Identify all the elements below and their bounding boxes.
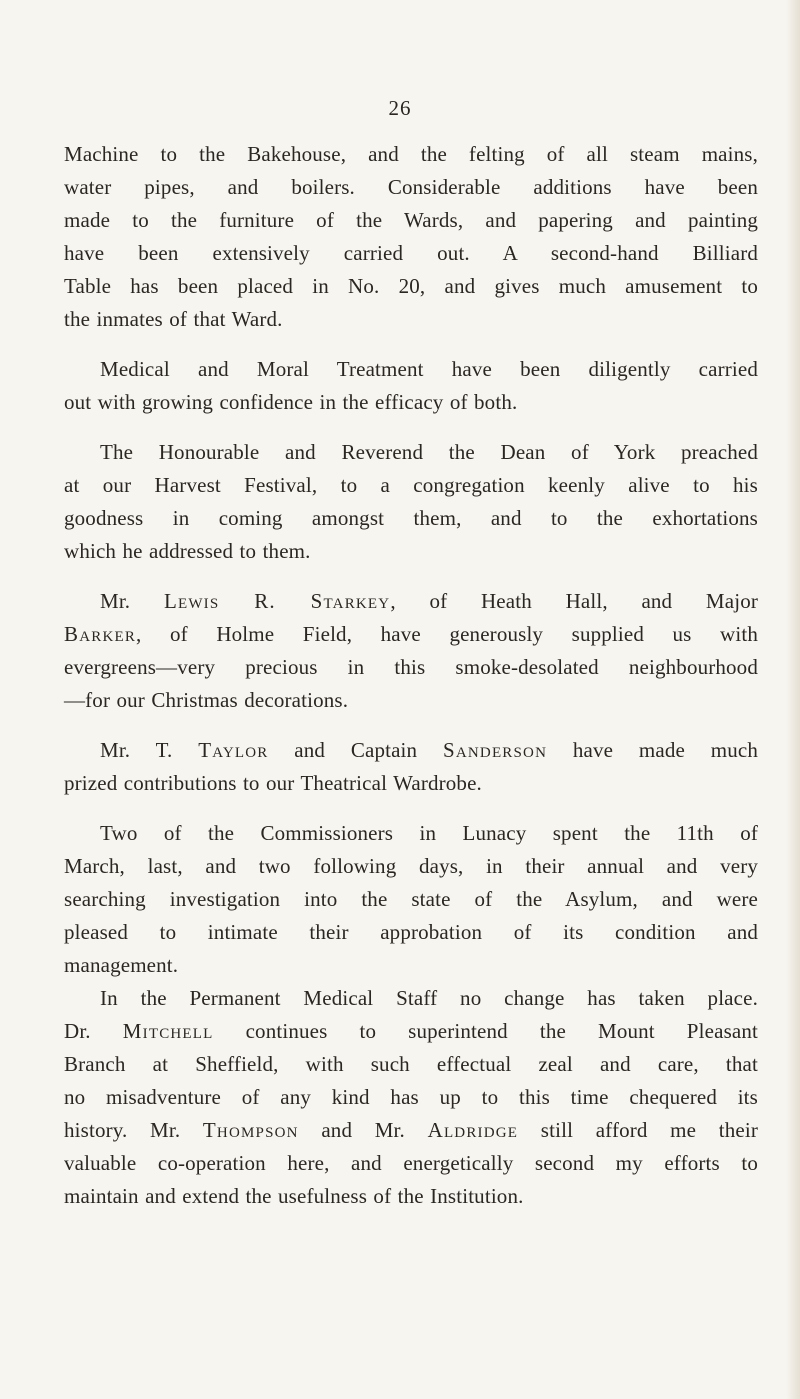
person-name: Thompson bbox=[202, 1118, 299, 1142]
body-text bbox=[64, 138, 758, 1213]
text-line: Dr. Mitchell continues to superintend the Mount Pleasant bbox=[64, 1019, 758, 1043]
paragraph-evergreens bbox=[64, 585, 758, 717]
person-name: Mitchell bbox=[122, 1019, 214, 1043]
text-line: evergreens—very precious in this smoke-desolated neighbourhood bbox=[64, 655, 758, 679]
text-line: searching investigation into the state of the Asylum, and were bbox=[64, 887, 758, 911]
text-line: the inmates of that Ward. bbox=[64, 307, 283, 331]
text-line: at our Harvest Festival, to a congregation keenly alive to his bbox=[64, 473, 758, 497]
page-edge-shadow bbox=[786, 0, 800, 1399]
text-line: made to the furniture of the Wards, and papering and painting bbox=[64, 208, 758, 232]
text-line: Mr. T. Taylor and Captain Sanderson have made much bbox=[100, 738, 758, 762]
text-line: Branch at Sheffield, with such effectual zeal and care, that bbox=[64, 1052, 758, 1076]
text-line: In the Permanent Medical Staff no change has taken place. bbox=[100, 986, 758, 1010]
paragraph-treatment bbox=[64, 353, 758, 419]
text-line: out with growing confidence in the efficacy of both. bbox=[64, 390, 518, 414]
paragraph-wardrobe bbox=[64, 734, 758, 800]
text-line: which he addressed to them. bbox=[64, 539, 311, 563]
text-line: March, last, and two following days, in their annual and very bbox=[64, 854, 758, 878]
text-line: Machine to the Bakehouse, and the felting of all steam mains, bbox=[64, 142, 758, 166]
person-name: Barker bbox=[64, 622, 137, 646]
text-line: valuable co-operation here, and energetically second my efforts to bbox=[64, 1151, 758, 1175]
paragraph-harvest-festival bbox=[64, 436, 758, 568]
person-name: Aldridge bbox=[427, 1118, 519, 1142]
text-line: Mr. Lewis R. Starkey, of Heath Hall, and Major bbox=[100, 589, 759, 613]
text-line: prized contributions to our Theatrical Wardrobe. bbox=[64, 771, 482, 795]
text-line: maintain and extend the usefulness of the Institution. bbox=[64, 1184, 524, 1208]
paragraph-furniture bbox=[64, 138, 758, 336]
page-number: 26 bbox=[388, 96, 412, 120]
text-line: no misadventure of any kind has up to this time chequered its bbox=[64, 1085, 758, 1109]
text-line: The Honourable and Reverend the Dean of York preached bbox=[100, 440, 758, 464]
text-line: Medical and Moral Treatment have been diligently carried bbox=[100, 357, 758, 381]
text-line: have been extensively carried out. A second-hand Billiard bbox=[64, 241, 758, 265]
text-line: Barker, of Holme Field, have generously supplied us with bbox=[64, 622, 758, 646]
text-line: goodness in coming amongst them, and to the exhortations bbox=[64, 506, 758, 530]
text-line: history. Mr. Thompson and Mr. Aldridge still afford me their bbox=[64, 1118, 758, 1142]
text-line: management. bbox=[64, 953, 179, 977]
paragraph-commissioners bbox=[64, 817, 758, 982]
text-line: Table has been placed in No. 20, and gives much amusement to bbox=[64, 274, 758, 298]
person-name: Lewis R. Starkey bbox=[163, 589, 391, 613]
text-line: —for our Christmas decorations. bbox=[64, 688, 349, 712]
text-line: pleased to intimate their approbation of its condition and bbox=[64, 920, 758, 944]
paragraph-medical-staff bbox=[64, 982, 758, 1213]
person-name: Taylor bbox=[198, 738, 269, 762]
text-line: Two of the Commissioners in Lunacy spent the 11th of bbox=[100, 821, 758, 845]
text-line: water pipes, and boilers. Considerable additions have been bbox=[64, 175, 758, 199]
person-name: Sanderson bbox=[442, 738, 548, 762]
